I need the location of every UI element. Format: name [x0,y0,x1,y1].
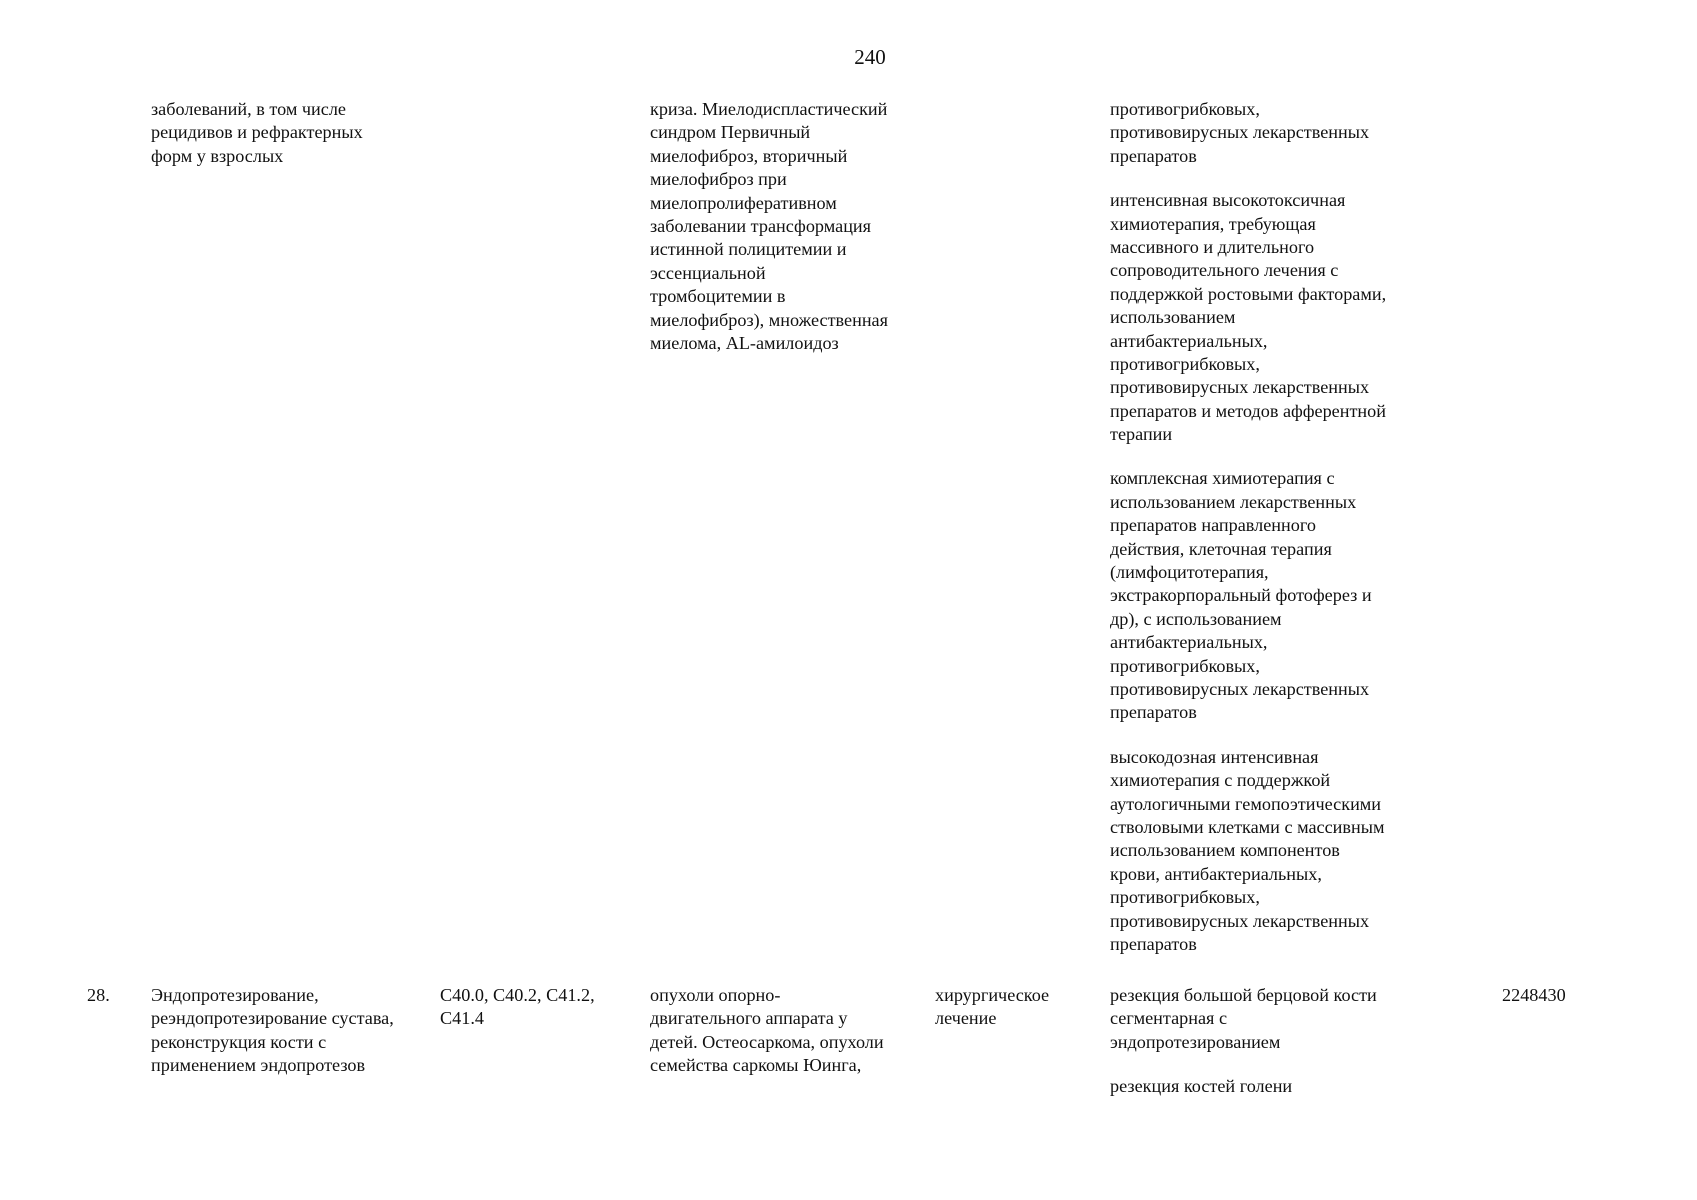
method-line: использованием лекарственных [1110,491,1357,512]
method-line: препаратов и методов афферентной [1110,400,1386,421]
code-line: C41.4 [440,1008,484,1029]
method-line: интенсивная высокотоксичная [1110,190,1346,211]
method-line: крови, антибактериальных, [1110,863,1322,884]
method-paragraph [1110,984,1377,1054]
model-line: семейства саркомы Юинга, [650,1055,862,1076]
name-line: заболеваний, в том числе [151,99,346,119]
method-line: антибактериальных, [1110,330,1268,351]
model-line: миелофиброз), множественная [650,309,888,330]
name-line: реэндопротезирование сустава, [151,1008,394,1029]
continuation-name-cell [151,98,363,168]
method-line: противовирусных лекарственных [1110,122,1370,143]
method-line: стволовыми клетками с массивным [1110,816,1385,837]
continuation-methods-cell [1110,98,1386,956]
method-line: эндопротезированием [1110,1031,1281,1052]
method-line: противовирусных лекарственных [1110,910,1370,931]
model-line: эссенциальной [650,262,766,283]
name-line: форм у взрослых [151,145,284,166]
method-paragraph [1110,1075,1377,1098]
row-28-methods-cell [1110,984,1377,1099]
method-line: противогрибковых, [1110,887,1260,908]
row-number: 28. [87,985,110,1005]
method-line: препаратов [1110,933,1197,954]
method-paragraph [1110,746,1386,957]
method-line: действия, клеточная терапия [1110,538,1332,559]
model-line: заболевании трансформация [650,215,872,236]
method-line: высокодозная интенсивная [1110,746,1319,767]
model-line: миелома, AL-амилоидоз [650,332,839,353]
method-line: сегментарная с [1110,1008,1228,1029]
method-paragraph [1110,98,1386,168]
method-line: поддержкой ростовыми факторами, [1110,283,1387,304]
model-line: истинной полицитемии и [650,239,847,260]
method-line: сопроводительного лечения с [1110,260,1339,281]
method-paragraph [1110,189,1386,446]
method-line: др), с использованием [1110,608,1282,629]
method-line: использованием [1110,307,1236,328]
model-line: синдром Первичный [650,122,811,143]
method-line: аутологичными гемопоэтическими [1110,793,1382,814]
method-line: использованием компонентов [1110,840,1340,861]
page-number: 240 [854,45,886,69]
model-line: опухоли опорно- [650,985,781,1005]
method-line: противогрибковых, [1110,353,1260,374]
method-line: комплексная химиотерапия с [1110,468,1335,489]
name-line: рецидивов и рефрактерных [151,122,363,143]
method-line: химиотерапия, требующая [1110,213,1316,234]
method-line: резекция большой берцовой кости [1110,985,1377,1005]
method-line: химиотерапия с поддержкой [1110,770,1331,791]
method-line: экстракорпоральный фотоферез и [1110,585,1372,606]
method-line: резекция костей голени [1110,1076,1293,1097]
model-line: миелофиброз, вторичный [650,145,848,166]
model-line: миелопролиферативном [650,192,837,213]
model-line: тромбоцитемии в [650,286,786,307]
model-line: миелофиброз при [650,169,787,190]
row-28-cost: 2248430 [1502,985,1566,1005]
method-paragraph [1110,467,1386,724]
method-line: противогрибковых, [1110,99,1260,119]
row-28-model-cell [650,984,884,1078]
model-line: двигательного аппарата у [650,1008,848,1029]
name-line: применением эндопротезов [151,1055,366,1076]
code-line: C40.0, C40.2, C41.2, [440,985,595,1005]
name-line: реконструкция кости с [151,1031,327,1052]
row-28-name-cell [151,984,394,1078]
method-line: терапии [1110,424,1173,445]
method-line: антибактериальных, [1110,632,1268,653]
method-line: препаратов [1110,702,1197,723]
method-line: противогрибковых, [1110,655,1260,676]
model-line: криза. Миелодиспластический [650,99,888,119]
method-line: противовирусных лекарственных [1110,678,1370,699]
row-28-code-cell [440,984,595,1031]
type-line: хирургическое [935,985,1050,1005]
method-line: (лимфоцитотерапия, [1110,562,1269,583]
method-line: препаратов [1110,145,1197,166]
method-line: массивного и длительного [1110,236,1315,257]
method-line: противовирусных лекарственных [1110,377,1370,398]
type-line: лечение [935,1008,997,1029]
model-line: детей. Остеосаркома, опухоли [650,1031,884,1052]
name-line: Эндопротезирование, [151,985,319,1005]
continuation-model-cell [650,98,888,355]
method-line: препаратов направленного [1110,515,1316,536]
row-28-type-cell [935,984,1049,1031]
